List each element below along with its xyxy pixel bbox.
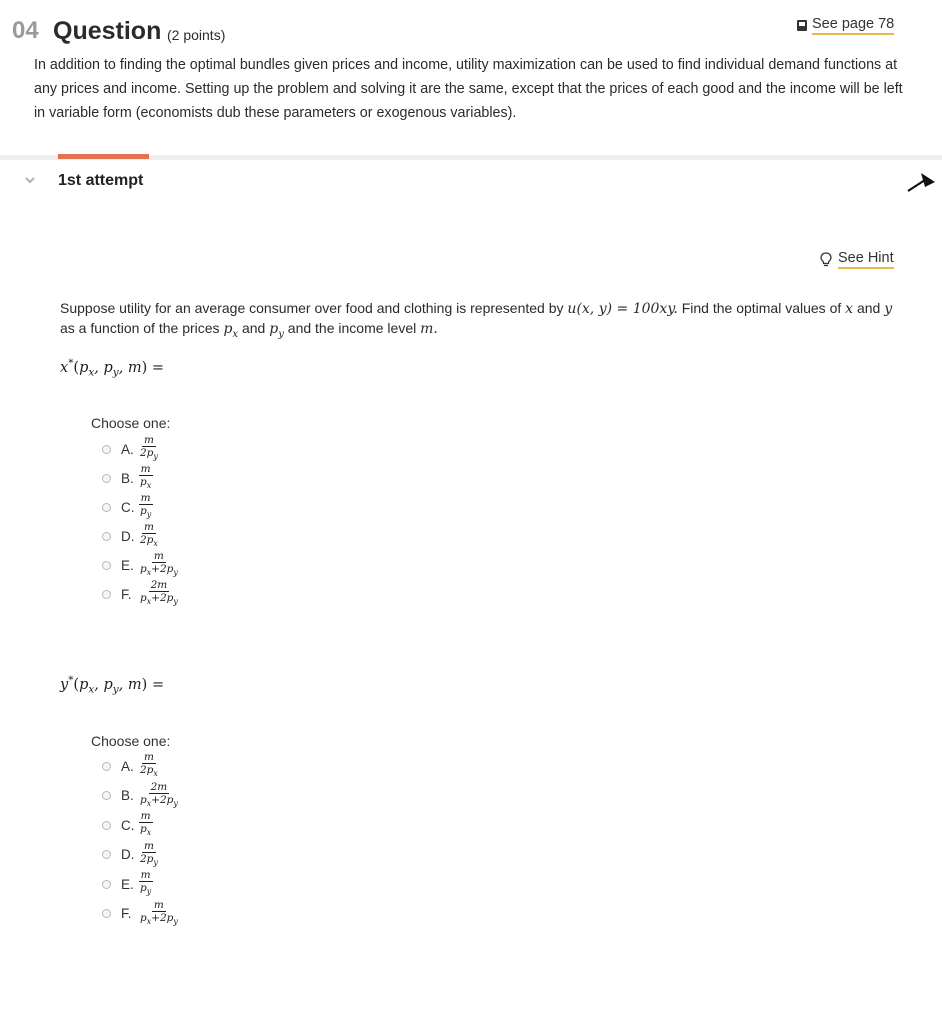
radio-button[interactable] xyxy=(102,561,111,570)
fraction-numerator: m xyxy=(153,898,164,911)
fraction-numerator: 2m xyxy=(150,780,168,793)
option-letter: D. xyxy=(121,847,135,862)
answer-option[interactable] xyxy=(102,898,180,927)
question-intro: In addition to finding the optimal bundles given prices and income, utility maximization can be used to find individual demand functions at any prices and income. Setting up the problem and solving it are the same, except that the prices of each good and the income will be left in variable form (economists dub these parameters or exogenous variables). xyxy=(34,57,903,121)
option-letter: A. xyxy=(121,758,134,774)
radio-button[interactable] xyxy=(102,909,111,918)
answer-option[interactable] xyxy=(102,523,160,549)
radio-button[interactable] xyxy=(102,850,111,859)
see-hint-link[interactable] xyxy=(820,250,894,269)
answer-option[interactable] xyxy=(102,839,160,868)
fraction-denominator: $2p_x$ xyxy=(140,534,158,549)
question-prompt: Suppose utility for an average consumer over food and clothing is represented by u(x, y) = 100xy. Find the optimal values of x and y as a function of the prices $p_x$ and $p_y$ and the income level m. xyxy=(60,300,893,340)
radio-button[interactable] xyxy=(102,474,111,483)
cursor-arrow-icon xyxy=(906,170,936,194)
utility-function: u(x, y) = 100xy. xyxy=(567,301,678,317)
option-letter: C. xyxy=(121,817,135,833)
answer-option[interactable] xyxy=(102,465,153,491)
fraction-denominator: $p_x+2p_y$ xyxy=(140,793,178,809)
answer-option[interactable] xyxy=(102,436,160,462)
fraction-numerator: m xyxy=(140,492,151,505)
option-fraction xyxy=(138,464,153,491)
option-letter: B. xyxy=(121,470,134,486)
x-star-expression: $x^*(p_x$, $p_y$, m) = xyxy=(60,357,165,379)
option-letter: E. xyxy=(121,876,134,892)
y-star-expression: $y^*(p_x$, $p_y$, m) = xyxy=(60,674,165,696)
fraction-denominator: $p_y$ xyxy=(140,505,152,520)
choose-one-label: Choose one: xyxy=(91,415,171,431)
fraction-denominator: $p_x+2p_y$ xyxy=(140,592,178,607)
option-fraction xyxy=(138,580,180,607)
answer-option[interactable] xyxy=(102,581,180,607)
radio-button[interactable] xyxy=(102,445,111,454)
fraction-numerator: m xyxy=(153,550,164,563)
fraction-denominator: $p_x+2p_y$ xyxy=(140,911,178,927)
option-fraction xyxy=(138,870,153,897)
radio-button[interactable] xyxy=(102,762,111,771)
question-number: 04 xyxy=(12,17,39,44)
answer-option[interactable] xyxy=(102,812,153,838)
option-fraction xyxy=(138,493,153,520)
answer-option[interactable] xyxy=(102,494,153,520)
fraction-denominator: $p_y$ xyxy=(140,882,152,897)
fraction-denominator: $p_x+2p_y$ xyxy=(140,563,178,578)
option-letter: F. xyxy=(121,586,132,602)
answer-option[interactable] xyxy=(102,871,153,897)
option-fraction xyxy=(138,811,153,838)
radio-button[interactable] xyxy=(102,503,111,512)
option-letter: B. xyxy=(121,788,134,803)
option-fraction xyxy=(138,551,180,578)
fraction-numerator: m xyxy=(140,463,151,476)
answer-option[interactable] xyxy=(102,552,180,578)
radio-button[interactable] xyxy=(102,791,111,800)
see-hint-label: See Hint xyxy=(838,250,894,269)
lightbulb-icon xyxy=(820,252,832,267)
option-fraction xyxy=(138,522,160,549)
fraction-numerator: m xyxy=(143,751,154,764)
chevron-down-icon[interactable] xyxy=(24,174,36,186)
book-icon xyxy=(797,20,807,31)
fraction-numerator: m xyxy=(143,521,154,534)
option-fraction xyxy=(138,752,160,779)
see-page-link[interactable] xyxy=(797,16,894,35)
option-fraction xyxy=(138,435,160,462)
fraction-numerator: m xyxy=(140,810,151,823)
fraction-numerator: 2m xyxy=(150,579,168,592)
fraction-denominator: $2p_y$ xyxy=(140,447,158,462)
attempt-label[interactable]: 1st attempt xyxy=(58,172,144,189)
fraction-denominator: $p_x$ xyxy=(140,823,152,838)
radio-button[interactable] xyxy=(102,821,111,830)
attempt-tab-indicator xyxy=(58,154,149,159)
option-letter: C. xyxy=(121,499,135,515)
fraction-numerator: m xyxy=(143,434,154,447)
choose-one-label: Choose one: xyxy=(91,733,171,749)
radio-button[interactable] xyxy=(102,532,111,541)
option-fraction xyxy=(138,841,160,868)
fraction-denominator: $2p_x$ xyxy=(140,764,158,779)
fraction-numerator: m xyxy=(143,839,154,852)
option-letter: A. xyxy=(121,441,134,457)
fraction-numerator: m xyxy=(140,869,151,882)
fraction-denominator: $p_x$ xyxy=(140,476,152,491)
radio-button[interactable] xyxy=(102,590,111,599)
radio-button[interactable] xyxy=(102,880,111,889)
option-letter: E. xyxy=(121,557,134,573)
answer-option[interactable] xyxy=(102,780,180,809)
question-points: (2 points) xyxy=(167,27,226,43)
option-fraction xyxy=(138,900,180,927)
question-title: Question xyxy=(53,17,162,45)
see-page-label: See page 78 xyxy=(812,16,894,35)
option-letter: D. xyxy=(121,528,135,544)
answer-option[interactable] xyxy=(102,753,160,779)
option-fraction xyxy=(138,782,180,809)
option-letter: F. xyxy=(121,906,132,921)
fraction-denominator: $2p_y$ xyxy=(140,852,158,868)
